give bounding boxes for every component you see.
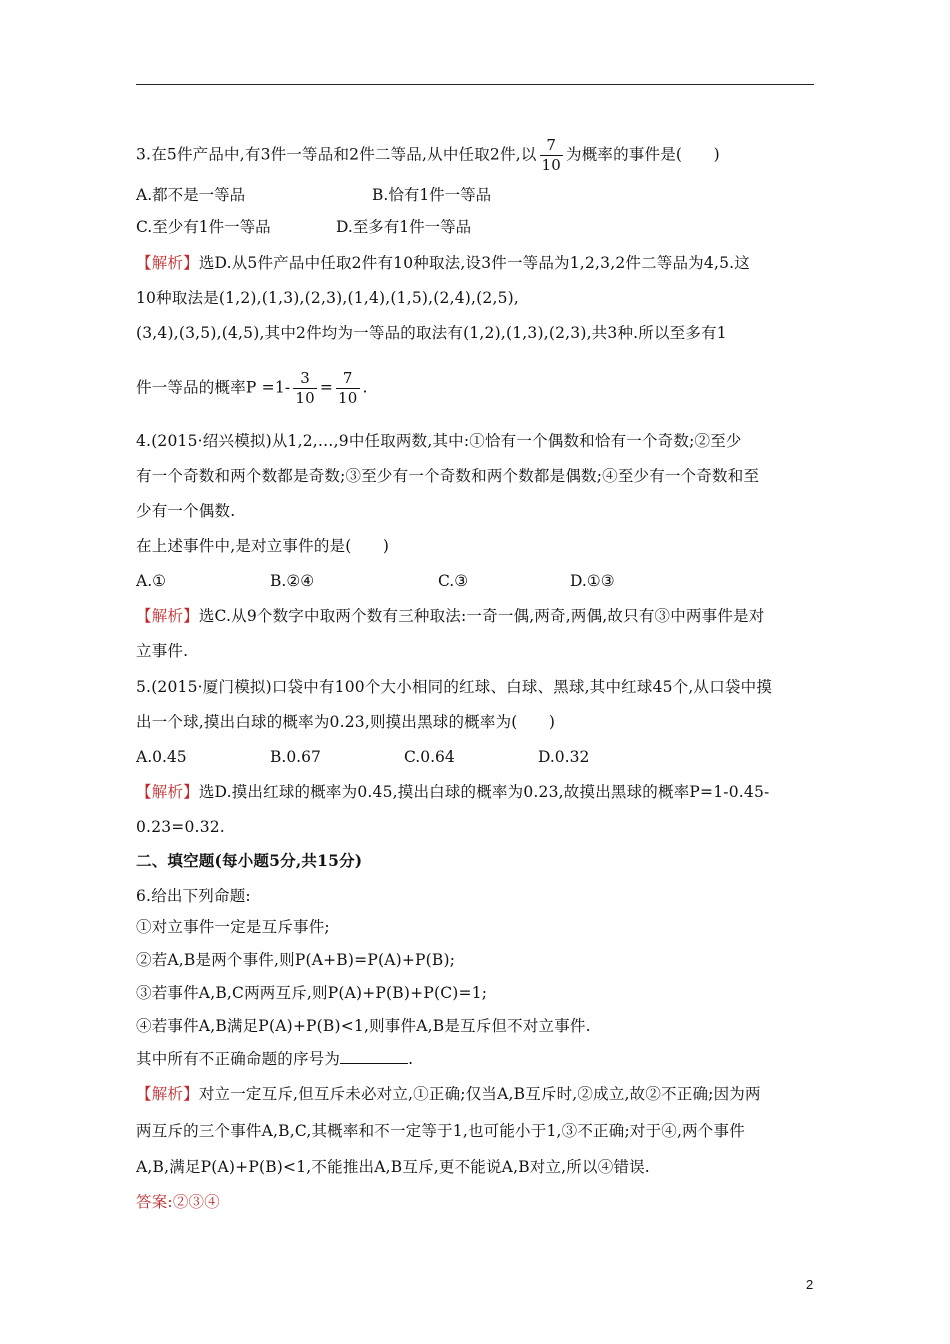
q6-proposition-3: ③若事件A,B,C两两互斥,则P(A)+P(B)+P(C)=1; xyxy=(136,984,488,1002)
q3-analysis-line-1 xyxy=(136,252,750,274)
q3-analysis-line-4 xyxy=(136,370,368,407)
period: . xyxy=(362,378,368,397)
q6-proposition-4: ④若事件A,B满足P(A)+P(B)<1,则事件A,B是互斥但不对立事件. xyxy=(136,1017,591,1035)
q6-analysis-line-1 xyxy=(136,1083,761,1105)
q3-option-b: B.恰有1件一等品 xyxy=(372,186,492,204)
q6-analysis-line-3: A,B,满足P(A)+P(B)<1,不能推出A,B互斥,更不能说A,B对立,所以④错误. xyxy=(136,1158,650,1176)
page-number: 2 xyxy=(806,1277,814,1292)
analysis-tag: 【解析】 xyxy=(136,607,199,625)
q4-analysis-line-2: 立事件. xyxy=(136,642,189,660)
fraction-denominator: 10 xyxy=(541,156,562,174)
analysis-text: 选C.从9个数字中取两个数有三种取法:一奇一偶,两奇,两偶,故只有③中两事件是对 xyxy=(198,607,765,625)
q6-proposition-1: ①对立事件一定是互斥事件; xyxy=(136,918,330,936)
q5-option-c: C.0.64 xyxy=(404,748,455,766)
fraction-numerator: 7 xyxy=(342,369,353,387)
q4-analysis-line-1 xyxy=(136,605,764,627)
question-text: 其中所有不正确命题的序号为 xyxy=(136,1050,341,1068)
q3-stem-text-a: 3.在5件产品中,有3件一等品和2件二等品,从中任取2件,以 xyxy=(136,145,537,164)
q4-option-c: C.③ xyxy=(438,572,469,590)
section-heading: 二、填空题(每小题5分,共15分) xyxy=(136,851,363,870)
q3-stem-text-b: 为概率的事件是( ) xyxy=(566,145,720,164)
q3-option-a: A.都不是一等品 xyxy=(136,186,246,204)
q3-analysis-line-2: 10种取法是(1,2),(1,3),(2,3),(1,4),(1,5),(2,4),(2,5), xyxy=(136,289,520,307)
q6-stem: 6.给出下列命题: xyxy=(136,887,251,905)
header-rule xyxy=(136,84,814,85)
analysis-tag: 【解析】 xyxy=(136,1085,199,1103)
q3-option-d: D.至多有1件一等品 xyxy=(336,218,472,236)
q5-analysis-line-2: 0.23=0.32. xyxy=(136,818,225,836)
analysis-text: 选D.从5件产品中任取2件有10种取法,设3件一等品为1,2,3,2件二等品为4,5.这 xyxy=(198,254,750,272)
q5-option-b: B.0.67 xyxy=(270,748,321,766)
q3-option-c: C.至少有1件一等品 xyxy=(136,218,271,236)
fraction-denominator: 10 xyxy=(338,389,358,407)
q5-option-a: A.0.45 xyxy=(136,748,187,766)
fraction-numerator: 7 xyxy=(546,136,557,154)
fraction-numerator: 3 xyxy=(300,369,310,387)
q3-fraction xyxy=(540,137,564,174)
analysis-text: 选D.摸出红球的概率为0.45,摸出白球的概率为0.23,故摸出黑球的概率P=1-0.45- xyxy=(198,783,770,801)
answer-blank xyxy=(340,1049,408,1064)
q5-stem-line-1: 5.(2015·厦门模拟)口袋中有100个大小相同的红球、白球、黑球,其中红球45个,从口袋中摸 xyxy=(136,678,773,696)
q4-option-b: B.②④ xyxy=(270,572,315,590)
q6-proposition-2: ②若A,B是两个事件,则P(A+B)=P(A)+P(B); xyxy=(136,951,456,969)
period: . xyxy=(408,1050,414,1068)
equals-sign: = xyxy=(319,378,334,397)
q5-option-d: D.0.32 xyxy=(538,748,590,766)
fraction-denominator: 10 xyxy=(295,389,315,407)
q4-stem-line-3: 少有一个偶数. xyxy=(136,502,236,520)
q4-option-d: D.①③ xyxy=(570,572,615,590)
q3-stem xyxy=(136,137,720,174)
analysis-text: 件一等品的概率P =1- xyxy=(136,378,291,397)
q3-analysis-line-3: (3,4),(3,5),(4,5),其中2件均为一等品的取法有(1,2),(1,3),(2,3),共3种.所以至多有1 xyxy=(136,324,727,342)
q6-analysis-line-2: 两互斥的三个事件A,B,C,其概率和不一定等于1,也可能小于1,③不正确;对于④,两个事件 xyxy=(136,1122,745,1140)
q4-stem-line-4: 在上述事件中,是对立事件的是( ) xyxy=(136,537,390,555)
analysis-tag: 【解析】 xyxy=(136,783,199,801)
q4-stem-line-1: 4.(2015·绍兴模拟)从1,2,…,9中任取两数,其中:①恰有一个偶数和恰有一个奇数;②至少 xyxy=(136,432,742,450)
q5-analysis-line-1 xyxy=(136,781,769,803)
q6-question xyxy=(136,1048,413,1070)
q4-option-a: A.① xyxy=(136,572,167,590)
fraction-7-10 xyxy=(336,370,360,407)
q5-stem-line-2: 出一个球,摸出白球的概率为0.23,则摸出黑球的概率为( ) xyxy=(136,713,556,731)
analysis-tag: 【解析】 xyxy=(136,254,199,272)
fraction-3-10 xyxy=(293,370,317,407)
analysis-text: 对立一定互斥,但互斥未必对立,①正确;仅当A,B互斥时,②成立,故②不正确;因为两 xyxy=(198,1085,761,1103)
q4-stem-line-2: 有一个奇数和两个数都是奇数;③至少有一个奇数和两个数都是偶数;④至少有一个奇数和至 xyxy=(136,467,760,485)
q6-answer: 答案:②③④ xyxy=(136,1193,220,1211)
